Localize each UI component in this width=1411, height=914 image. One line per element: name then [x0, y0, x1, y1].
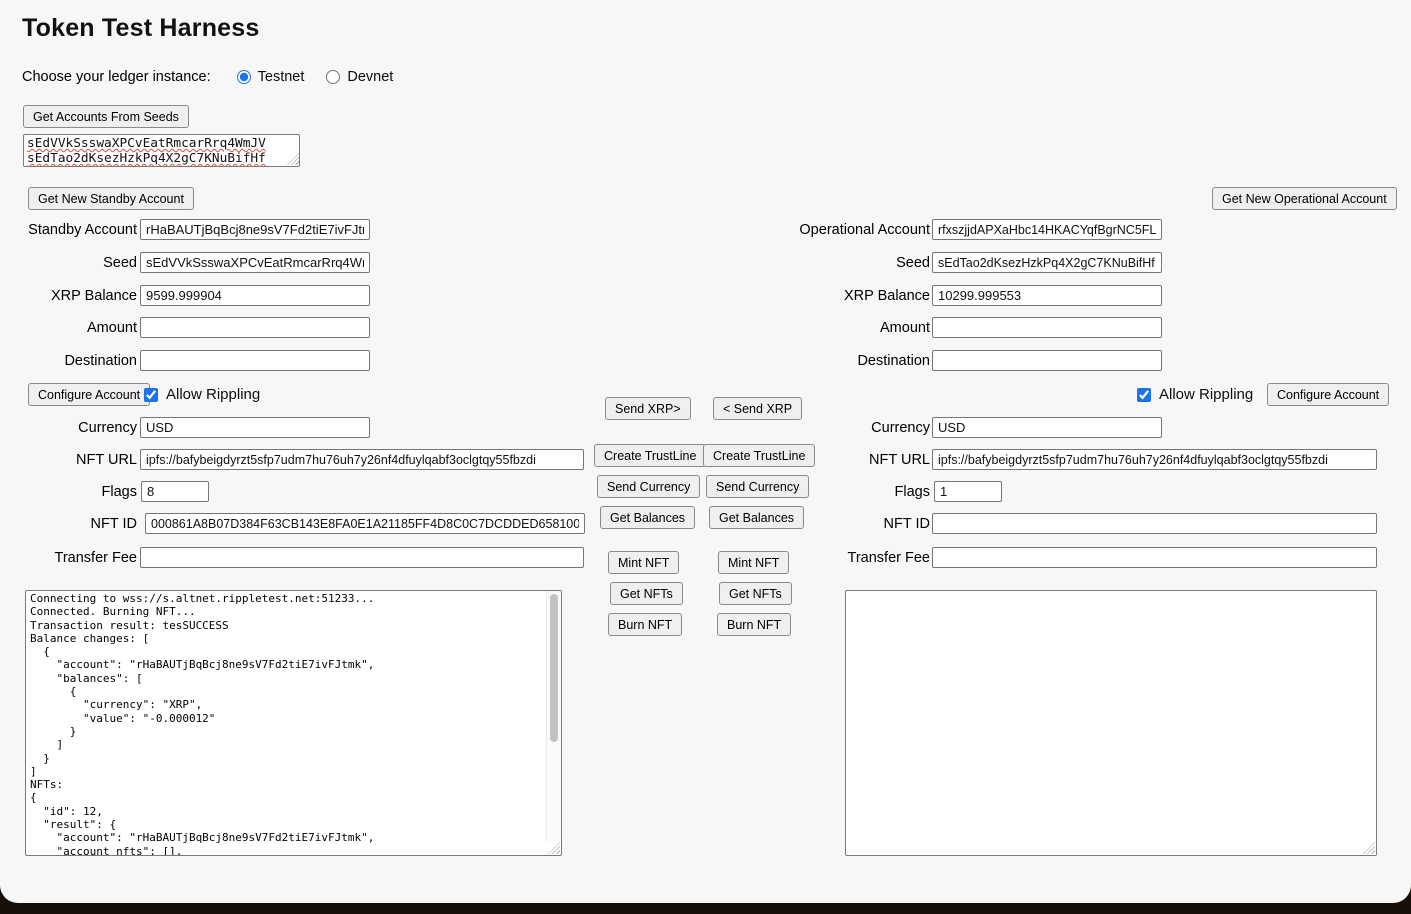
standby-destination-field[interactable]	[140, 350, 370, 371]
standby-seed-label: Seed	[103, 255, 137, 271]
get-new-standby-account-button[interactable]: Get New Standby Account	[28, 187, 194, 210]
radio-devnet[interactable]	[326, 70, 340, 84]
standby-allow-rippling-checkbox[interactable]	[144, 388, 158, 402]
standby-destination-label: Destination	[64, 353, 137, 369]
operational-burn-nft-button[interactable]: Burn NFT	[717, 613, 791, 636]
standby-transfer-fee-label: Transfer Fee	[54, 550, 137, 566]
operational-allow-rippling-label: Allow Rippling	[1159, 386, 1254, 403]
standby-get-balances-button[interactable]: Get Balances	[600, 506, 695, 529]
standby-flags-label: Flags	[101, 484, 137, 500]
operational-amount-label: Amount	[880, 320, 930, 336]
standby-seed-field[interactable]	[140, 252, 370, 273]
radio-devnet-label: Devnet	[347, 69, 394, 85]
standby-xrp-balance-field[interactable]	[140, 285, 370, 306]
operational-amount-field[interactable]	[932, 317, 1162, 338]
get-new-operational-account-button[interactable]: Get New Operational Account	[1212, 187, 1397, 210]
operational-get-balances-button[interactable]: Get Balances	[709, 506, 804, 529]
standby-results-textarea[interactable]	[25, 590, 562, 856]
operational-currency-label: Currency	[871, 420, 930, 436]
standby-currency-label: Currency	[78, 420, 137, 436]
operational-nft-id-field[interactable]	[932, 513, 1377, 534]
standby-burn-nft-button[interactable]: Burn NFT	[608, 613, 682, 636]
operational-account-field[interactable]	[932, 219, 1162, 240]
operational-nft-url-field[interactable]	[932, 449, 1377, 470]
standby-account-field[interactable]	[140, 219, 370, 240]
operational-transfer-fee-label: Transfer Fee	[847, 550, 930, 566]
page-title: Token Test Harness	[22, 14, 260, 42]
operational-transfer-fee-field[interactable]	[932, 547, 1377, 568]
standby-nft-url-field[interactable]	[140, 449, 584, 470]
standby-mint-nft-button[interactable]: Mint NFT	[608, 551, 679, 574]
operational-currency-field[interactable]	[932, 417, 1162, 438]
operational-configure-account-button[interactable]: Configure Account	[1267, 383, 1389, 406]
standby-send-xrp-button[interactable]: Send XRP>	[605, 397, 691, 420]
standby-transfer-fee-field[interactable]	[140, 547, 584, 568]
operational-mint-nft-button[interactable]: Mint NFT	[718, 551, 789, 574]
operational-create-trustline-button[interactable]: Create TrustLine	[703, 444, 815, 467]
standby-xrp-balance-label: XRP Balance	[51, 288, 137, 304]
standby-get-nfts-button[interactable]: Get NFTs	[610, 582, 683, 605]
operational-seed-label: Seed	[896, 255, 930, 271]
operational-seed-field[interactable]	[932, 252, 1162, 273]
operational-send-xrp-button[interactable]: < Send XRP	[713, 397, 802, 420]
operational-get-nfts-button[interactable]: Get NFTs	[719, 582, 792, 605]
operational-allow-rippling	[1137, 386, 1253, 403]
standby-allow-rippling-label: Allow Rippling	[166, 386, 261, 403]
operational-nft-url-label: NFT URL	[869, 452, 930, 468]
operational-account-label: Operational Account	[799, 222, 930, 238]
get-accounts-from-seeds-button[interactable]: Get Accounts From Seeds	[23, 105, 189, 128]
ledger-chooser	[22, 69, 393, 85]
standby-account-label: Standby Account	[28, 222, 137, 238]
standby-send-currency-button[interactable]: Send Currency	[597, 475, 700, 498]
operational-send-currency-button[interactable]: Send Currency	[706, 475, 809, 498]
operational-destination-label: Destination	[857, 353, 930, 369]
radio-testnet[interactable]	[237, 70, 251, 84]
operational-flags-label: Flags	[894, 484, 930, 500]
operational-destination-field[interactable]	[932, 350, 1162, 371]
radio-testnet-label: Testnet	[257, 69, 305, 85]
standby-create-trustline-button[interactable]: Create TrustLine	[594, 444, 706, 467]
operational-results-textarea[interactable]	[845, 590, 1377, 856]
standby-results-scrollbar-thumb[interactable]	[550, 594, 558, 742]
standby-nft-id-field[interactable]	[145, 513, 585, 534]
standby-amount-field[interactable]	[140, 317, 370, 338]
operational-nft-id-label: NFT ID	[883, 516, 930, 532]
standby-configure-account-button[interactable]: Configure Account	[28, 383, 150, 406]
standby-results-scrollbar[interactable]	[546, 591, 561, 841]
standby-amount-label: Amount	[87, 320, 137, 336]
standby-nft-url-label: NFT URL	[76, 452, 137, 468]
operational-xrp-balance-field[interactable]	[932, 285, 1162, 306]
seeds-textarea[interactable]	[23, 134, 300, 167]
standby-flags-field[interactable]	[141, 481, 209, 502]
standby-allow-rippling	[144, 386, 260, 403]
operational-xrp-balance-label: XRP Balance	[844, 288, 930, 304]
standby-currency-field[interactable]	[140, 417, 370, 438]
operational-flags-field[interactable]	[934, 481, 1002, 502]
standby-nft-id-label: NFT ID	[90, 516, 137, 532]
operational-allow-rippling-checkbox[interactable]	[1137, 388, 1151, 402]
ledger-prompt: Choose your ledger instance:	[22, 69, 211, 85]
